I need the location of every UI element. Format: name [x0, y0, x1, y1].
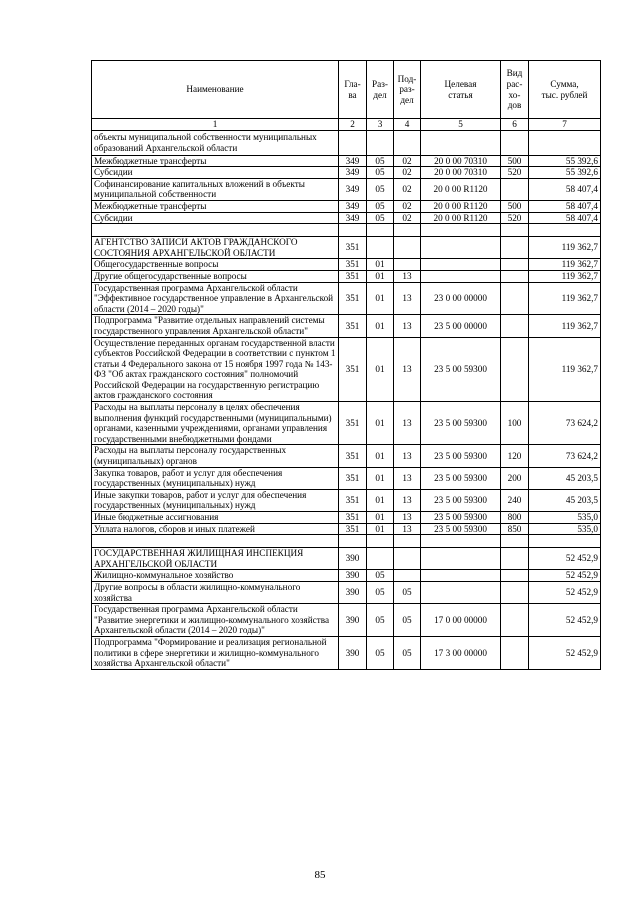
row-sum: 52 452,9 [529, 570, 601, 582]
row-sum: 52 452,9 [529, 604, 601, 637]
table-row [92, 270, 601, 282]
row-podrazdel: 02 [394, 212, 421, 224]
header-podrazdel: Под- раз- дел [394, 61, 421, 119]
row-vid: 200 [501, 467, 529, 489]
row-glava: 390 [339, 636, 367, 669]
row-razdel: 01 [367, 523, 394, 535]
row-name: Субсидии [92, 212, 339, 224]
row-razdel: 01 [367, 270, 394, 282]
row-podrazdel [394, 130, 421, 155]
row-vid: 500 [501, 155, 529, 167]
empty-cell [501, 224, 529, 237]
table-row [92, 467, 601, 489]
row-sum: 58 407,4 [529, 200, 601, 212]
row-glava: 351 [339, 237, 367, 259]
section-header-row [92, 548, 601, 570]
row-podrazdel: 13 [394, 402, 421, 445]
row-sum: 119 362,7 [529, 237, 601, 259]
row-sum: 55 392,6 [529, 155, 601, 167]
table-row [92, 402, 601, 445]
row-name: Другие общегосударственные вопросы [92, 270, 339, 282]
row-vid [501, 636, 529, 669]
row-razdel: 01 [367, 512, 394, 524]
row-name: Государственная программа Архангельской области "Развитие энергетики и жилищно-коммунального хозяйства Архангельской области (2014 – 2020 годы)" [92, 604, 339, 637]
row-glava: 351 [339, 337, 367, 402]
row-podrazdel: 13 [394, 315, 421, 337]
header-razdel: Раз- дел [367, 61, 394, 119]
row-glava [339, 130, 367, 155]
row-name: Жилищно-коммунальное хозяйство [92, 570, 339, 582]
row-target: 20 0 00 70310 [421, 167, 501, 179]
row-name: Межбюджетные трансферты [92, 200, 339, 212]
column-number: 7 [529, 119, 601, 131]
row-sum [529, 130, 601, 155]
row-razdel: 05 [367, 200, 394, 212]
row-vid [501, 237, 529, 259]
row-name: Расходы на выплаты персоналу в целях обеспечения выполнения функций государственными (муниципальными) органами, казенными учреждениями, органами управления государственными внебюджетными фондами [92, 402, 339, 445]
row-target: 20 0 00 70310 [421, 155, 501, 167]
row-target [421, 130, 501, 155]
empty-cell [421, 224, 501, 237]
row-razdel: 01 [367, 445, 394, 467]
table-row [92, 212, 601, 224]
header-vid: Вид рас- хо- дов [501, 61, 529, 119]
row-vid: 240 [501, 489, 529, 511]
empty-cell [92, 224, 339, 237]
empty-cell [394, 535, 421, 548]
row-podrazdel: 05 [394, 604, 421, 637]
row-sum: 73 624,2 [529, 445, 601, 467]
row-target: 23 0 00 00000 [421, 282, 501, 315]
column-number: 5 [421, 119, 501, 131]
row-vid [501, 581, 529, 603]
empty-cell [367, 535, 394, 548]
row-razdel: 05 [367, 636, 394, 669]
empty-cell [339, 535, 367, 548]
row-glava: 390 [339, 604, 367, 637]
table-row [92, 200, 601, 212]
table-row [92, 570, 601, 582]
row-glava: 351 [339, 282, 367, 315]
row-razdel: 05 [367, 581, 394, 603]
row-target [421, 270, 501, 282]
column-number: 3 [367, 119, 394, 131]
row-sum: 119 362,7 [529, 282, 601, 315]
page-number: 85 [314, 869, 326, 881]
row-glava: 351 [339, 489, 367, 511]
row-sum: 119 362,7 [529, 259, 601, 271]
row-glava: 351 [339, 315, 367, 337]
row-target: 23 5 00 59300 [421, 489, 501, 511]
row-vid: 500 [501, 200, 529, 212]
row-razdel: 05 [367, 604, 394, 637]
row-glava: 349 [339, 200, 367, 212]
row-vid [501, 604, 529, 637]
row-name: Закупка товаров, работ и услуг для обеспечения государственных (муниципальных) нужд [92, 467, 339, 489]
row-sum: 58 407,4 [529, 178, 601, 200]
table-row [92, 604, 601, 637]
row-razdel: 05 [367, 178, 394, 200]
row-target: 23 5 00 59300 [421, 523, 501, 535]
row-razdel [367, 130, 394, 155]
row-podrazdel: 02 [394, 200, 421, 212]
row-podrazdel: 13 [394, 512, 421, 524]
table-row [92, 167, 601, 179]
column-number: 4 [394, 119, 421, 131]
row-razdel: 05 [367, 167, 394, 179]
row-target [421, 548, 501, 570]
row-name: Иные закупки товаров, работ и услуг для обеспечения государственных (муниципальных) нужд [92, 489, 339, 511]
row-vid [501, 337, 529, 402]
row-vid: 800 [501, 512, 529, 524]
row-target: 20 0 00 R1120 [421, 200, 501, 212]
row-sum: 52 452,9 [529, 636, 601, 669]
table-row [92, 259, 601, 271]
row-vid [501, 570, 529, 582]
empty-cell [529, 535, 601, 548]
row-glava: 349 [339, 178, 367, 200]
row-vid [501, 270, 529, 282]
row-name: объекты муниципальной собственности муниципальных образований Архангельской области [92, 130, 339, 155]
empty-cell [367, 224, 394, 237]
column-number-row [92, 119, 601, 131]
row-vid [501, 259, 529, 271]
row-podrazdel: 13 [394, 523, 421, 535]
row-sum: 45 203,5 [529, 489, 601, 511]
row-name: Подпрограмма "Формирование и реализация региональной политики в сфере энергетики и жилищно-коммунального хозяйства Архангельской области" [92, 636, 339, 669]
row-sum: 45 203,5 [529, 467, 601, 489]
row-vid [501, 178, 529, 200]
table-row [92, 636, 601, 669]
table-row [92, 178, 601, 200]
empty-cell [529, 224, 601, 237]
spacer-row [92, 535, 601, 548]
row-glava: 351 [339, 259, 367, 271]
row-name: Межбюджетные трансферты [92, 155, 339, 167]
row-podrazdel: 02 [394, 167, 421, 179]
empty-cell [339, 224, 367, 237]
row-glava: 351 [339, 523, 367, 535]
row-podrazdel: 13 [394, 337, 421, 402]
row-vid: 120 [501, 445, 529, 467]
table-row [92, 155, 601, 167]
table-row [92, 282, 601, 315]
row-name: Расходы на выплаты персоналу государственных (муниципальных) органов [92, 445, 339, 467]
row-podrazdel: 13 [394, 282, 421, 315]
row-target: 17 3 00 00000 [421, 636, 501, 669]
row-razdel: 01 [367, 315, 394, 337]
empty-cell [92, 535, 339, 548]
row-name: Осуществление переданных органам государственной власти субъектов Российской Федерации в соответствии с пунктом 1 статьи 4 Федерального закона от 15 ноября 1997 года № 143-ФЗ "Об актах гражданского состояния" полномочий Российской Федерации на государственную регистрацию актов гражданского состояния [92, 337, 339, 402]
table-row [92, 337, 601, 402]
row-podrazdel [394, 570, 421, 582]
row-razdel: 01 [367, 402, 394, 445]
row-razdel [367, 548, 394, 570]
row-target: 20 0 00 R1120 [421, 178, 501, 200]
row-sum: 119 362,7 [529, 315, 601, 337]
spacer-row [92, 224, 601, 237]
empty-cell [394, 224, 421, 237]
row-podrazdel [394, 259, 421, 271]
row-name: Уплата налогов, сборов и иных платежей [92, 523, 339, 535]
row-target: 23 5 00 59300 [421, 512, 501, 524]
row-glava: 390 [339, 548, 367, 570]
row-razdel: 01 [367, 489, 394, 511]
row-name: Софинансирование капитальных вложений в объекты муниципальной собственности [92, 178, 339, 200]
row-target: 23 5 00 59300 [421, 467, 501, 489]
row-sum: 119 362,7 [529, 270, 601, 282]
header-target: Целевая статья [421, 61, 501, 119]
table-header-row [92, 61, 601, 119]
row-razdel: 01 [367, 467, 394, 489]
budget-table [91, 60, 601, 670]
table-row [92, 445, 601, 467]
row-podrazdel: 02 [394, 155, 421, 167]
row-podrazdel: 13 [394, 489, 421, 511]
row-target: 23 5 00 59300 [421, 337, 501, 402]
table-row [92, 489, 601, 511]
header-sum: Сумма, тыс. рублей [529, 61, 601, 119]
row-glava: 349 [339, 212, 367, 224]
row-podrazdel [394, 237, 421, 259]
header-glava: Гла- ва [339, 61, 367, 119]
row-podrazdel [394, 548, 421, 570]
row-target: 23 5 00 59300 [421, 445, 501, 467]
row-podrazdel: 05 [394, 581, 421, 603]
row-razdel: 01 [367, 337, 394, 402]
row-vid: 520 [501, 212, 529, 224]
row-name: ГОСУДАРСТВЕННАЯ ЖИЛИЩНАЯ ИНСПЕКЦИЯ АРХАНГЕЛЬСКОЙ ОБЛАСТИ [92, 548, 339, 570]
column-number: 6 [501, 119, 529, 131]
row-name: Субсидии [92, 167, 339, 179]
row-target: 23 5 00 00000 [421, 315, 501, 337]
row-target [421, 581, 501, 603]
row-vid: 850 [501, 523, 529, 535]
row-podrazdel: 13 [394, 270, 421, 282]
row-vid: 100 [501, 402, 529, 445]
row-razdel: 05 [367, 570, 394, 582]
row-glava: 351 [339, 467, 367, 489]
row-sum: 58 407,4 [529, 212, 601, 224]
row-sum: 52 452,9 [529, 581, 601, 603]
row-glava: 351 [339, 402, 367, 445]
row-glava: 390 [339, 570, 367, 582]
row-razdel: 05 [367, 155, 394, 167]
column-number: 1 [92, 119, 339, 131]
row-razdel: 05 [367, 212, 394, 224]
row-vid [501, 282, 529, 315]
row-glava: 349 [339, 155, 367, 167]
row-glava: 351 [339, 270, 367, 282]
row-glava: 390 [339, 581, 367, 603]
row-sum: 535,0 [529, 512, 601, 524]
row-vid [501, 315, 529, 337]
row-vid [501, 130, 529, 155]
row-target: 23 5 00 59300 [421, 402, 501, 445]
row-podrazdel: 05 [394, 636, 421, 669]
row-target [421, 570, 501, 582]
row-glava: 349 [339, 167, 367, 179]
row-podrazdel: 13 [394, 445, 421, 467]
row-podrazdel: 02 [394, 178, 421, 200]
row-name: Другие вопросы в области жилищно-коммунального хозяйства [92, 581, 339, 603]
row-name: Подпрограмма "Развитие отдельных направлений системы государственного управления Архангельской области" [92, 315, 339, 337]
section-header-row [92, 237, 601, 259]
row-razdel: 01 [367, 282, 394, 315]
row-target [421, 237, 501, 259]
row-name: Государственная программа Архангельской области "Эффективное государственное управление в Архангельской области (2014 – 2020 годы)" [92, 282, 339, 315]
row-sum: 119 362,7 [529, 337, 601, 402]
table-row [92, 130, 601, 155]
empty-cell [421, 535, 501, 548]
row-target: 17 0 00 00000 [421, 604, 501, 637]
row-sum: 52 452,9 [529, 548, 601, 570]
row-target: 20 0 00 R1120 [421, 212, 501, 224]
row-glava: 351 [339, 445, 367, 467]
row-glava: 351 [339, 512, 367, 524]
table-row [92, 581, 601, 603]
row-name: Общегосударственные вопросы [92, 259, 339, 271]
row-sum: 535,0 [529, 523, 601, 535]
row-razdel [367, 237, 394, 259]
row-name: Иные бюджетные ассигнования [92, 512, 339, 524]
row-podrazdel: 13 [394, 467, 421, 489]
row-sum: 73 624,2 [529, 402, 601, 445]
column-number: 2 [339, 119, 367, 131]
row-razdel: 01 [367, 259, 394, 271]
table-row [92, 512, 601, 524]
table-row [92, 315, 601, 337]
row-name: АГЕНТСТВО ЗАПИСИ АКТОВ ГРАЖДАНСКОГО СОСТОЯНИЯ АРХАНГЕЛЬСКОЙ ОБЛАСТИ [92, 237, 339, 259]
row-sum: 55 392,6 [529, 167, 601, 179]
header-name: Наименование [92, 61, 339, 119]
table-body [92, 130, 601, 669]
table-row [92, 523, 601, 535]
row-vid [501, 548, 529, 570]
row-vid: 520 [501, 167, 529, 179]
empty-cell [501, 535, 529, 548]
row-target [421, 259, 501, 271]
